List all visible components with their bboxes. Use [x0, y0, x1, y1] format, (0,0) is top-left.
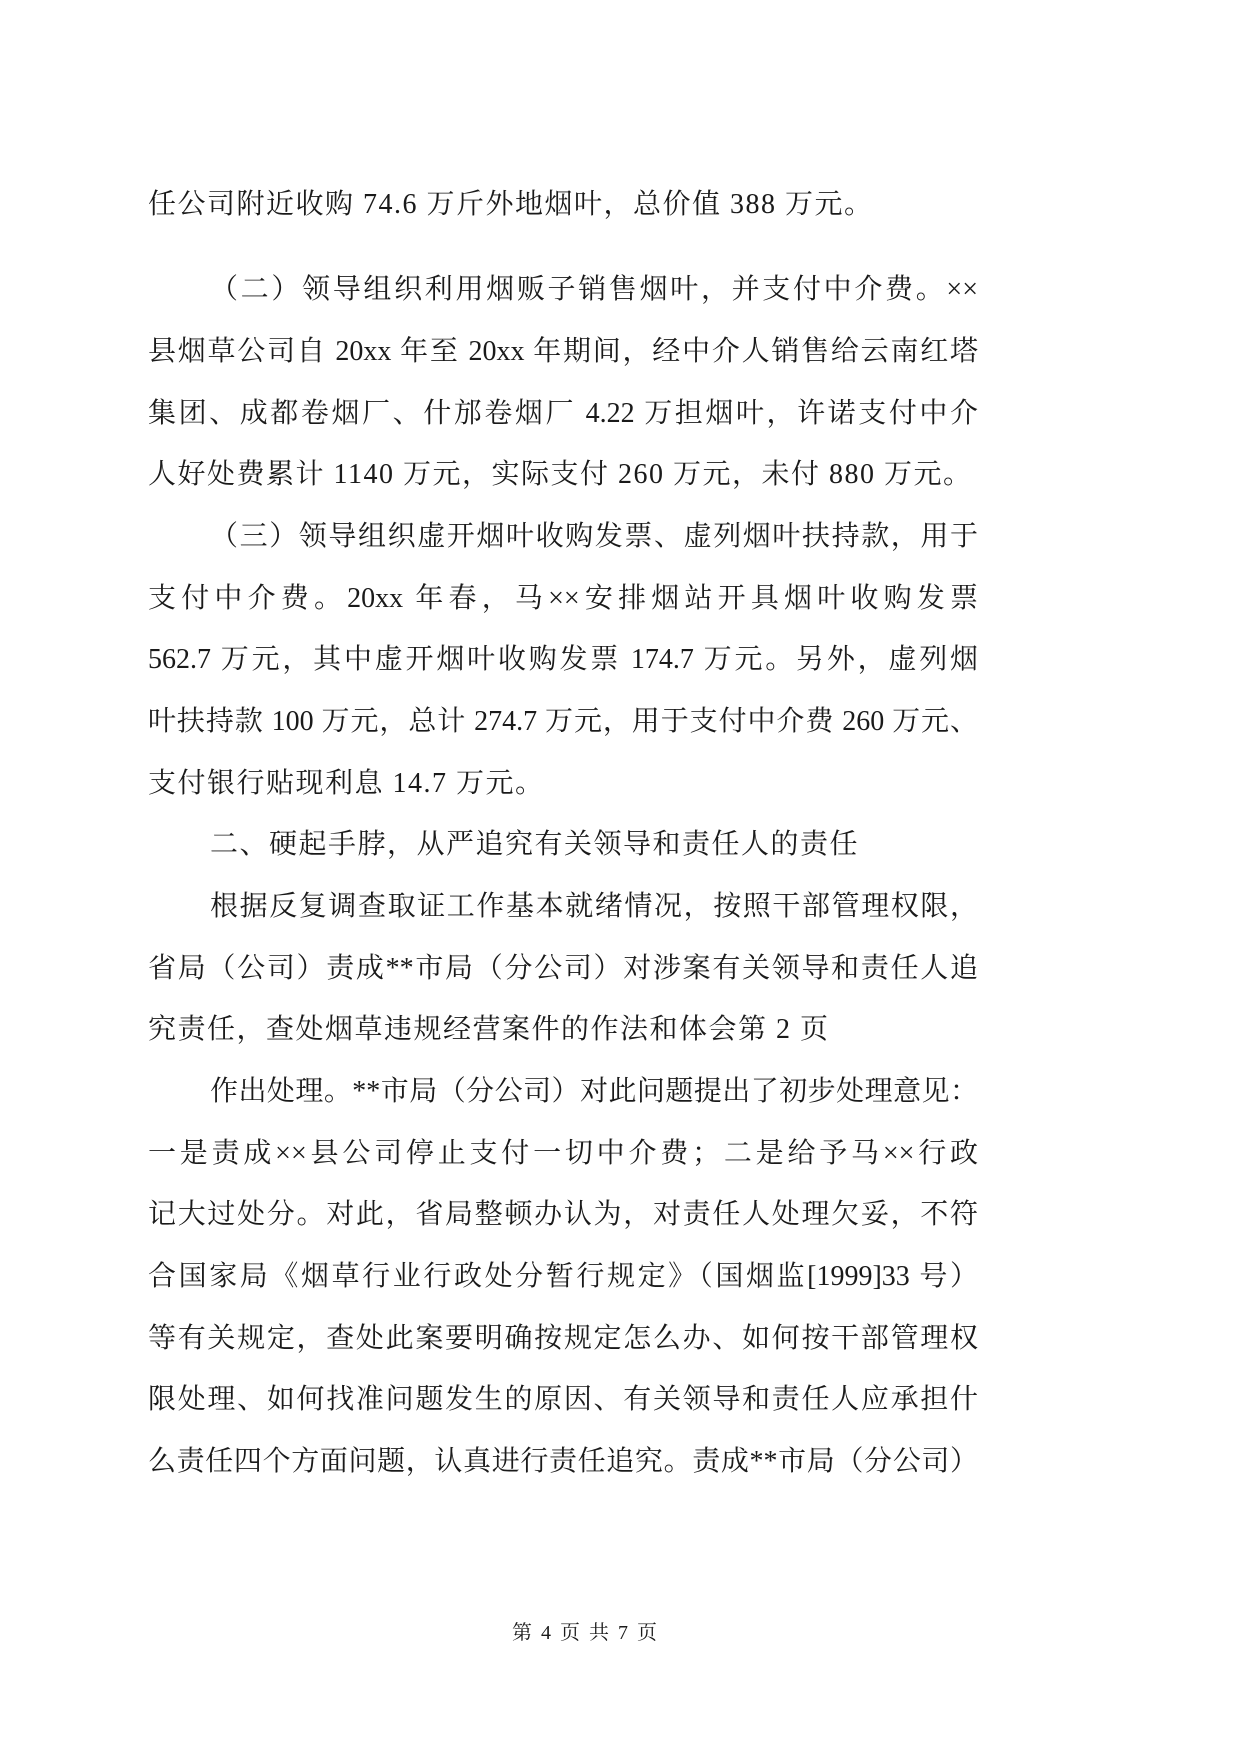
text-line: 究责任，查处烟草违规经营案件的作法和体会第 2 页 [148, 1014, 830, 1046]
body-text-continued [148, 174, 978, 236]
body-text [148, 259, 978, 1492]
paragraph [148, 506, 978, 814]
text-line: 县烟草公司自 20xx 年至 20xx 年期间，经中介人销售给云南红塔 [148, 335, 978, 367]
text-line: 么责任四个方面问题，认真进行责任追究。责成**市局（分公司） [148, 1445, 978, 1477]
section-heading [148, 814, 978, 876]
paragraph [148, 174, 978, 236]
text-line: 支付中介费。20xx 年春，马××安排烟站开具烟叶收购发票 [148, 582, 978, 614]
text-line: 支付银行贴现利息 14.7 万元。 [148, 767, 545, 799]
text-line: （二）领导组织利用烟贩子销售烟叶，并支付中介费。×× [210, 274, 978, 306]
text-line: 叶扶持款 100 万元，总计 274.7 万元，用于支付中介费 260 万元、 [148, 705, 978, 737]
text-line: 记大过处分。对此，省局整顿办认为，对责任人处理欠妥，不符 [148, 1199, 978, 1231]
text-line: 562.7 万元，其中虚开烟叶收购发票 174.7 万元。另外，虚列烟 [148, 644, 978, 676]
text-line: 根据反复调查取证工作基本就绪情况，按照干部管理权限， [210, 890, 978, 922]
paragraph [148, 259, 978, 506]
text-line: 集团、成都卷烟厂、什邡卷烟厂 4.22 万担烟叶，许诺支付中介 [148, 397, 978, 429]
text-line: 人好处费累计 1140 万元，实际支付 260 万元，未付 880 万元。 [148, 459, 973, 491]
text-line: 一是责成××县公司停止支付一切中介费；二是给予马××行政 [148, 1137, 978, 1169]
text-line: 作出处理。**市局（分公司）对此问题提出了初步处理意见： [210, 1075, 978, 1107]
text-line: 省局（公司）责成**市局（分公司）对涉案有关领导和责任人追 [148, 952, 978, 984]
page-footer: 第 4 页 共 7 页 [512, 1622, 659, 1644]
text-line: （三）领导组织虚开烟叶收购发票、虚列烟叶扶持款，用于 [210, 520, 978, 552]
text-line: 限处理、如何找准问题发生的原因、有关领导和责任人应承担什 [148, 1384, 978, 1416]
paragraph [148, 1061, 978, 1493]
text-line: 任公司附近收购 74.6 万斤外地烟叶，总价值 388 万元。 [148, 189, 874, 220]
text-line: 等有关规定，查处此案要明确按规定怎么办、如何按干部管理权 [148, 1322, 978, 1354]
text-line: 合国家局《烟草行业行政处分暂行规定》（国烟监[1999]33 号） [148, 1260, 978, 1292]
text-line: 二、硬起手脖，从严追究有关领导和责任人的责任 [210, 829, 860, 861]
paragraph [148, 876, 978, 1061]
